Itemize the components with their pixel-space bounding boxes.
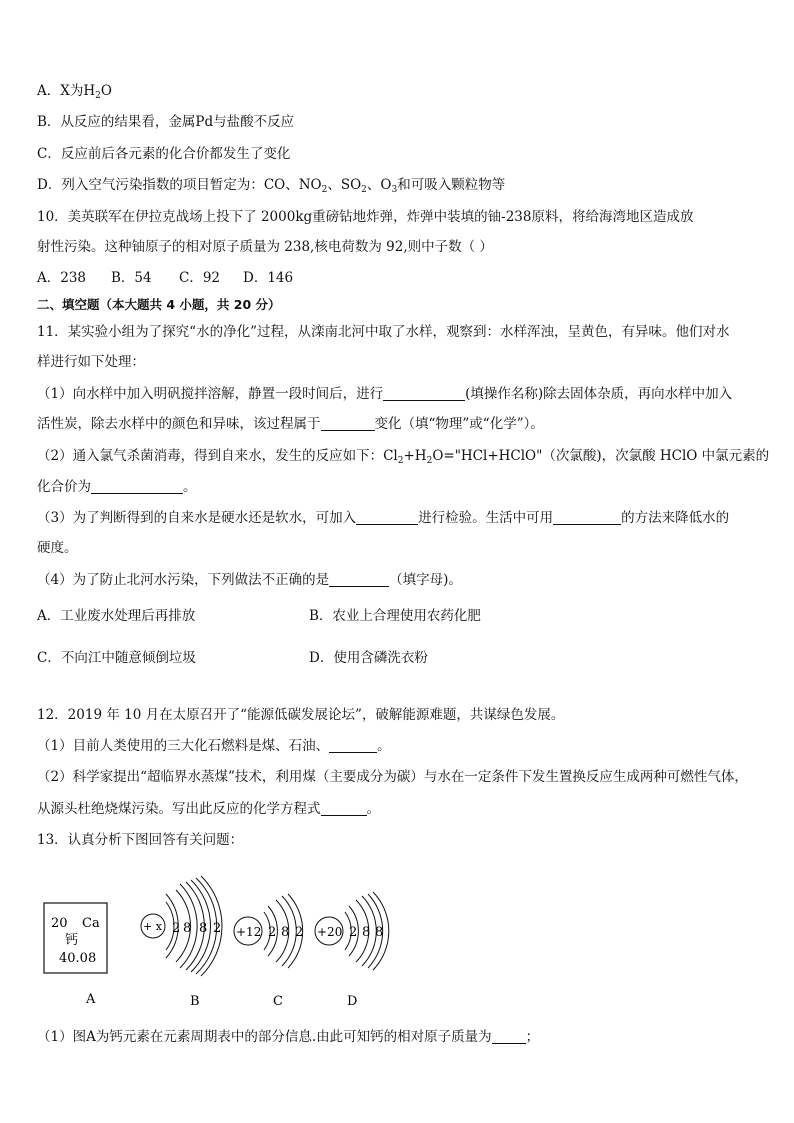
- answer-blank[interactable]: [329, 738, 377, 753]
- q12-part-2-cont: [37, 799, 380, 819]
- shell-electrons: 8: [183, 921, 192, 936]
- option-text: D．列入空气污染指数的项目暂定为：CO、NO: [37, 177, 322, 193]
- question-text: 变化（填“物理”或“化学”）。: [374, 416, 544, 432]
- atomic-mass: 40.08: [59, 951, 97, 966]
- q10-line-1: 10．美英联军在伊拉克战场上投下了 2000kg重磅钻地炸弹，炸弹中装填的铀-238原料，将给海湾地区造成放: [37, 209, 694, 225]
- atom-diagram-b: [141, 876, 222, 976]
- q9-option-d: [37, 175, 505, 200]
- q9-option-b: B．从反应的结果看，金属Pd与盐酸不反应: [37, 114, 295, 130]
- question-text: （1）图A为钙元素在元素周期表中的部分信息.由此可知钙的相对原子质量为: [37, 1029, 492, 1045]
- answer-blank[interactable]: [91, 479, 183, 494]
- element-cell-calcium: [44, 903, 107, 973]
- question-text: (填操作名称)除去固体杂质，再向水样中加入: [465, 386, 733, 402]
- figure-label-b: B: [190, 994, 200, 1009]
- question-text: （1）目前人类使用的三大化石燃料是煤、石油、: [37, 738, 330, 754]
- shell-electrons: 2: [349, 925, 358, 940]
- question-text: 从源头杜绝烧煤污染。写出此反应的化学方程式: [37, 801, 321, 817]
- question-text: （4）为了防止北河水污染，下列做法不正确的是: [37, 572, 330, 588]
- question-text: O="HCl+HClO"（次氯酸)，次氯酸 HClO 中氯元素的: [432, 448, 770, 464]
- question-text: 。: [366, 801, 380, 817]
- answer-blank[interactable]: [329, 572, 389, 587]
- nucleus-charge: +12: [236, 925, 262, 939]
- q11-part-3-cont: 硬度。: [37, 540, 78, 556]
- q10-option-c: C．92: [179, 270, 221, 286]
- q12-line-1: 12．2019 年 10 月在太原召开了“能源低碳发展论坛”，破解能源难题，共谋绿色发展。: [37, 707, 565, 723]
- question-text: +H: [403, 448, 427, 464]
- nucleus-charge: +20: [317, 925, 343, 939]
- section-heading: 二、填空题（本大题共 4 小题，共 20 分）: [37, 297, 281, 312]
- q11-line-1: 11．某实验小组为了探究“水的净化”过程，从滦南北河中取了水样，观察到：水样浑浊，呈黄色，有异味。他们对水: [37, 324, 730, 340]
- shell-electrons: 8: [199, 921, 208, 936]
- q11-option-d: D．使用含磷洗衣粉: [309, 650, 428, 666]
- option-text: 、O: [366, 177, 392, 193]
- q11-option-a: A．工业废水处理后再排放: [37, 608, 196, 624]
- q9-option-c: C．反应前后各元素的化合价都发生了变化: [37, 146, 291, 162]
- subscript: 2: [95, 91, 101, 101]
- q11-part-2-cont: [37, 477, 197, 497]
- q10-line-2: 射性污染。这种铀原子的相对原子质量为 238,核电荷数为 92,则中子数（ ）: [37, 239, 493, 255]
- q11-option-b: B．农业上合理使用农药化肥: [309, 608, 481, 624]
- option-text: 、SO: [327, 177, 362, 193]
- q13-part-1: [37, 1027, 539, 1047]
- atom-diagram-d: [315, 892, 389, 970]
- shell-electrons: 2: [213, 921, 222, 936]
- answer-blank[interactable]: [321, 416, 375, 431]
- shell-electrons: 2: [268, 925, 277, 940]
- shell-electrons: 2: [172, 921, 181, 936]
- shell-electrons: 8: [281, 925, 290, 940]
- q11-option-c: C．不向江中随意倾倒垃圾: [37, 650, 196, 666]
- atom-diagram-c: [234, 894, 303, 968]
- question-text: （2）通入氯气杀菌消毒，得到自来水，发生的反应如下：Cl: [37, 448, 398, 464]
- q10-option-b: B．54: [111, 270, 152, 286]
- q10-option-a: A．238: [37, 270, 87, 286]
- answer-blank[interactable]: [492, 1029, 526, 1044]
- q13-line-1: 13．认真分析下图回答有关问题：: [37, 832, 244, 848]
- subscript: 3: [391, 185, 398, 195]
- question-text: 。: [183, 479, 197, 495]
- question-text: 活性炭，除去水样中的颜色和异味，该过程属于: [37, 416, 321, 432]
- shell-electrons: 2: [295, 925, 304, 940]
- question-text: （3）为了判断得到的自来水是硬水还是软水，可加入: [37, 510, 357, 526]
- answer-blank[interactable]: [383, 386, 465, 401]
- q11-part-4: [37, 570, 462, 590]
- subscript: 2: [361, 185, 367, 195]
- q11-part-3: [37, 508, 729, 528]
- question-text: 。: [377, 738, 391, 754]
- subscript: 2: [397, 456, 404, 466]
- question-text: 化合价为: [37, 479, 91, 495]
- question-text: （填字母)。: [389, 572, 462, 588]
- question-text: 的方法来降低水的: [621, 510, 730, 526]
- shell-electrons: 8: [362, 925, 371, 940]
- q11-part-1-cont: [37, 414, 544, 434]
- q10-option-d: D．146: [243, 270, 294, 286]
- q11-part-1: [37, 384, 732, 404]
- q12-part-1: [37, 736, 391, 756]
- answer-blank[interactable]: [356, 510, 418, 525]
- element-name: 钙: [65, 933, 79, 948]
- answer-blank[interactable]: [553, 510, 621, 525]
- q11-line-2: 样进行如下处理：: [37, 354, 145, 370]
- shell-electrons: 8: [375, 925, 384, 940]
- element-symbol: Ca: [82, 916, 100, 931]
- option-text: 和可吸入颗粒物等: [397, 177, 506, 193]
- q12-part-2: （2）科学家提出“超临界水蒸煤”技术，利用煤（主要成分为碳）与水在一定条件下发生置换反应生成两种可燃性气体，: [37, 769, 748, 785]
- question-text: ；: [525, 1029, 540, 1045]
- atomic-number: 20: [51, 916, 68, 931]
- figure-label-d: D: [347, 994, 358, 1009]
- question-text: 进行检验。生活中可用: [418, 510, 554, 526]
- q11-part-2: [37, 446, 769, 471]
- subscript: 2: [426, 456, 433, 466]
- question-text: （1）向水样中加入明矾搅拌溶解，静置一段时间后，进行: [37, 386, 384, 402]
- figure-label-a: A: [86, 992, 96, 1007]
- option-text: O: [100, 83, 112, 99]
- figure-label-c: C: [273, 994, 283, 1009]
- answer-blank[interactable]: [321, 801, 367, 816]
- subscript: 2: [321, 185, 328, 195]
- q9-option-a: [37, 81, 112, 106]
- atom-structure-figure: [0, 850, 794, 1020]
- nucleus-charge: + x: [143, 920, 162, 933]
- option-text: A．X为H: [37, 83, 96, 99]
